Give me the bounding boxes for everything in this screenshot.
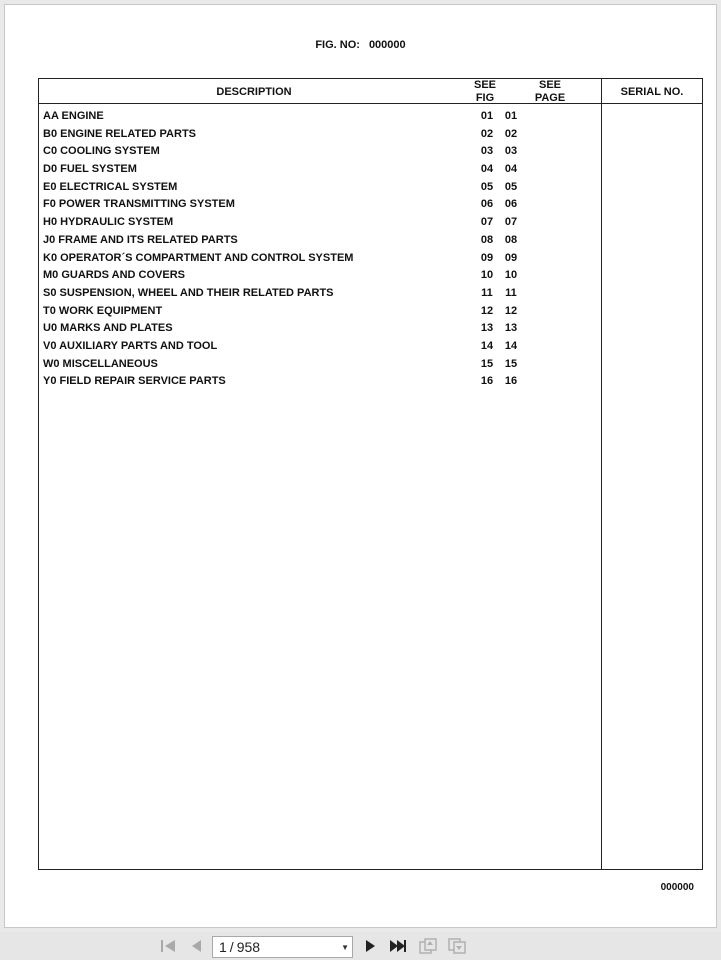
page-footer-code: 000000: [660, 882, 694, 893]
table-row: [39, 196, 601, 214]
table-row: [39, 143, 601, 161]
pdf-navigation-toolbar: [0, 932, 721, 960]
row-see-page: 14: [504, 339, 518, 352]
row-see-page: 16: [504, 375, 518, 388]
row-description: S0 SUSPENSION, WHEEL AND THEIR RELATED PARTS: [43, 286, 334, 299]
table-row: [39, 338, 601, 356]
row-description: AA ENGINE: [43, 110, 104, 122]
table-row: [39, 179, 601, 197]
row-description: K0 OPERATOR´S COMPARTMENT AND CONTROL SYSTEM: [43, 251, 354, 264]
table-header: [39, 79, 702, 104]
page-up-icon[interactable]: [418, 937, 438, 955]
row-description: C0 COOLING SYSTEM: [43, 145, 160, 158]
table-row: [39, 161, 601, 179]
row-see-page: 11: [505, 286, 517, 299]
row-see-page: 10: [504, 269, 518, 282]
row-description: D0 FUEL SYSTEM: [43, 163, 137, 176]
row-see-page: 07: [504, 216, 518, 229]
row-see-fig: 07: [480, 216, 494, 229]
row-see-fig: 15: [480, 357, 494, 370]
row-see-fig: 02: [480, 127, 494, 140]
row-description: Y0 FIELD REPAIR SERVICE PARTS: [43, 375, 226, 388]
page-down-icon[interactable]: [447, 937, 467, 955]
document-page: [4, 4, 717, 928]
row-description: F0 POWER TRANSMITTING SYSTEM: [43, 198, 235, 211]
header-serial-no: SERIAL NO.: [620, 86, 684, 98]
table-row: [39, 232, 601, 250]
header-see-fig-line1: SEE: [473, 79, 496, 91]
fig-number-label: FIG. NO:: [315, 39, 360, 51]
header-see-page: [527, 79, 573, 104]
last-page-icon[interactable]: [388, 937, 408, 955]
row-see-fig: 14: [480, 339, 494, 352]
fig-number-value: 000000: [368, 39, 406, 51]
row-see-fig: 13: [480, 322, 494, 335]
table-row: [39, 214, 601, 232]
row-see-page: 12: [504, 304, 518, 317]
row-description: T0 WORK EQUIPMENT: [43, 304, 163, 317]
row-see-page: 08: [504, 233, 518, 246]
row-see-fig: 03: [480, 145, 494, 158]
row-see-fig: 10: [480, 269, 494, 282]
row-see-page: 04: [504, 163, 518, 176]
table-row: [39, 356, 601, 374]
row-description: U0 MARKS AND PLATES: [43, 322, 173, 335]
row-see-fig: 08: [480, 233, 494, 246]
row-description: W0 MISCELLANEOUS: [43, 357, 158, 370]
table-row: [39, 126, 601, 144]
current-page: 1: [219, 939, 227, 955]
row-see-fig: 12: [480, 304, 494, 317]
table-row: [39, 108, 601, 126]
row-description: E0 ELECTRICAL SYSTEM: [43, 180, 178, 193]
fig-number-heading: [5, 39, 716, 51]
row-see-page: 06: [504, 198, 518, 211]
chevron-down-icon[interactable]: ▼: [341, 943, 349, 952]
total-pages: 958: [236, 939, 261, 955]
page-number-select[interactable]: [212, 936, 353, 958]
table-row: [39, 267, 601, 285]
serial-column-divider: [601, 79, 602, 869]
row-see-fig: 01: [480, 110, 494, 122]
page-number-display: [219, 939, 260, 955]
row-see-fig: 11: [481, 286, 493, 299]
row-see-fig: 16: [480, 375, 494, 388]
table-body: [39, 108, 601, 391]
row-see-fig: 04: [480, 163, 494, 176]
row-see-page: 13: [504, 322, 518, 335]
row-description: M0 GUARDS AND COVERS: [43, 269, 185, 282]
row-see-page: 15: [504, 357, 518, 370]
row-description: B0 ENGINE RELATED PARTS: [43, 127, 196, 140]
row-see-page: 03: [504, 145, 518, 158]
table-row: [39, 285, 601, 303]
row-description: H0 HYDRAULIC SYSTEM: [43, 216, 174, 229]
row-description: J0 FRAME AND ITS RELATED PARTS: [43, 233, 238, 246]
next-page-icon[interactable]: [360, 937, 380, 955]
table-row: [39, 250, 601, 268]
row-see-fig: 06: [480, 198, 494, 211]
header-description: DESCRIPTION: [216, 86, 292, 98]
first-page-icon[interactable]: [158, 937, 178, 955]
header-see-fig-line2: FIG: [475, 91, 495, 104]
page-separator: /: [229, 939, 234, 955]
row-see-page: 01: [504, 110, 518, 122]
table-row: [39, 320, 601, 338]
row-see-page: 05: [504, 180, 518, 193]
parts-index-table: [38, 78, 703, 870]
row-see-fig: 09: [480, 251, 494, 264]
row-see-page: 09: [504, 251, 518, 264]
table-row: [39, 373, 601, 391]
header-see-fig: [467, 79, 503, 104]
header-see-page-line1: SEE: [538, 79, 561, 91]
row-see-page: 02: [504, 127, 518, 140]
header-see-page-line2: PAGE: [534, 91, 566, 104]
table-row: [39, 303, 601, 321]
row-description: V0 AUXILIARY PARTS AND TOOL: [43, 339, 218, 352]
previous-page-icon[interactable]: [186, 937, 206, 955]
row-see-fig: 05: [480, 180, 494, 193]
